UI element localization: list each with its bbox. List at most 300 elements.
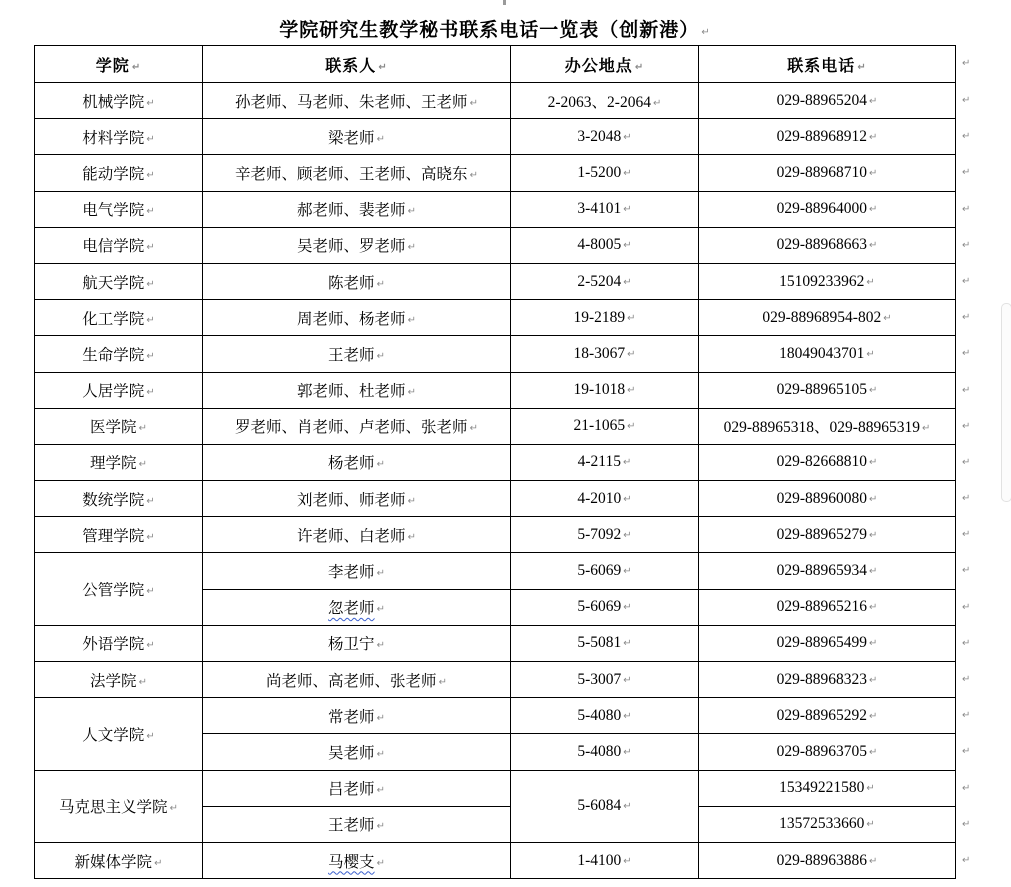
table-row xyxy=(35,83,956,119)
cell-text: 马樱支 xyxy=(328,853,375,871)
table-cell xyxy=(699,300,956,336)
table-cell xyxy=(203,481,511,517)
table-cell xyxy=(699,481,956,517)
paragraph-mark-icon: ↵ xyxy=(869,638,878,650)
row-end-mark xyxy=(962,227,976,263)
cell-text: 029-88963705 xyxy=(776,742,868,760)
table-cell xyxy=(35,444,203,480)
table-cell xyxy=(203,155,511,191)
paragraph-mark-icon: ↵ xyxy=(869,131,878,143)
table-row xyxy=(35,842,956,878)
table-cell xyxy=(203,191,511,227)
cell-text: 电气学院 xyxy=(82,202,145,220)
table-cell xyxy=(511,83,699,119)
cell-text: 029-88960080 xyxy=(776,489,868,507)
paragraph-mark-icon: ↵ xyxy=(869,529,878,541)
row-end-mark xyxy=(962,589,976,625)
table-cell xyxy=(203,119,511,155)
cell-text: 人居学院 xyxy=(82,383,145,401)
table-cell xyxy=(203,227,511,263)
paragraph-mark-icon: ↵ xyxy=(627,421,636,433)
paragraph-mark-icon: ↵ xyxy=(146,640,155,652)
table-cell xyxy=(35,336,203,372)
cell-text: 航天学院 xyxy=(82,274,145,292)
table-cell xyxy=(511,336,699,372)
cell-text: 5-7092 xyxy=(577,525,622,543)
paragraph-mark-icon: ↵ xyxy=(376,785,385,797)
cell-text: 杨老师 xyxy=(328,455,375,473)
paragraph-mark-icon: ↵ xyxy=(407,314,416,326)
cell-text: 许老师、白老师 xyxy=(297,527,406,545)
cell-text: 029-88965499 xyxy=(776,634,868,652)
cell-text: 吴老师、罗老师 xyxy=(297,238,406,256)
table-cell xyxy=(511,698,699,734)
row-end-mark xyxy=(962,408,976,444)
cell-text: 029-88965292 xyxy=(776,706,868,724)
table-cell xyxy=(203,662,511,698)
cutoff-paragraph-mark xyxy=(503,0,506,5)
table-header-row xyxy=(35,46,956,83)
table-cell xyxy=(511,300,699,336)
cell-text: 029-88965934 xyxy=(776,562,868,580)
cell-text: 杨卫宁 xyxy=(328,636,375,654)
table-row xyxy=(35,625,956,661)
cell-text: 刘老师、师老师 xyxy=(297,491,406,509)
paragraph-mark-icon: ↵ xyxy=(438,676,447,688)
row-end-mark-icon: ↵ xyxy=(962,420,971,432)
paragraph-mark-icon: ↵ xyxy=(376,640,385,652)
cell-text: 029-88968323 xyxy=(776,670,868,688)
cell-text: 029-88965204 xyxy=(776,91,868,109)
cell-text: 辛老师、顾老师、王老师、高晓东 xyxy=(235,165,468,183)
cell-text: 人文学院 xyxy=(82,726,145,744)
table-cell xyxy=(35,263,203,299)
paragraph-mark-icon: ↵ xyxy=(652,97,662,109)
row-end-mark-icon: ↵ xyxy=(962,528,971,540)
cell-text: 029-88965318、029-88965319 xyxy=(723,419,920,437)
row-end-mark-icon: ↵ xyxy=(962,637,971,649)
table-cell xyxy=(203,806,511,842)
paragraph-mark-icon: ↵ xyxy=(627,312,636,324)
cell-text: 13572533660 xyxy=(779,815,865,833)
row-end-mark xyxy=(962,697,976,733)
table-cell xyxy=(699,155,956,191)
cell-text: 5-6069 xyxy=(577,598,622,616)
cell-text: 忽老师 xyxy=(328,600,375,618)
paragraph-mark-icon: ↵ xyxy=(131,61,142,73)
row-end-mark xyxy=(962,733,976,769)
cell-text: 李老师 xyxy=(328,564,375,582)
cell-text: 029-88968912 xyxy=(776,127,868,145)
table-cell xyxy=(203,842,511,878)
cell-text: 郝老师、裴老师 xyxy=(297,202,406,220)
paragraph-mark-icon: ↵ xyxy=(857,61,867,73)
table-cell xyxy=(699,662,956,698)
table-cell xyxy=(35,517,203,553)
table-body xyxy=(35,83,956,879)
row-end-mark-icon: ↵ xyxy=(962,673,971,685)
cell-text: 机械学院 xyxy=(82,93,145,111)
paragraph-mark-icon: ↵ xyxy=(623,529,632,541)
row-end-mark xyxy=(962,372,976,408)
cell-text: 化工学院 xyxy=(82,310,145,328)
paragraph-mark-icon: ↵ xyxy=(627,348,636,360)
row-end-mark xyxy=(962,661,976,697)
cell-text: 4-8005 xyxy=(577,236,622,254)
paragraph-mark-icon: ↵ xyxy=(883,312,892,324)
table-cell xyxy=(203,372,511,408)
header-label: 学院 xyxy=(95,57,130,75)
table-row xyxy=(35,553,956,589)
table-cell xyxy=(35,770,203,842)
column-header xyxy=(35,46,203,83)
header-label: 联系人 xyxy=(325,57,377,75)
row-end-mark-icon: ↵ xyxy=(962,854,971,866)
cell-text: 029-88964000 xyxy=(776,200,868,218)
paragraph-mark-icon: ↵ xyxy=(407,206,416,218)
table-cell xyxy=(35,300,203,336)
paragraph-mark-icon: ↵ xyxy=(146,278,155,290)
row-end-mark-icon: ↵ xyxy=(962,709,971,721)
table-cell xyxy=(511,517,699,553)
paragraph-mark-icon: ↵ xyxy=(469,423,478,435)
paragraph-mark-icon: ↵ xyxy=(146,730,155,742)
paragraph-mark-icon: ↵ xyxy=(869,167,878,179)
column-header xyxy=(203,46,511,83)
table-cell xyxy=(203,263,511,299)
paragraph-mark-icon: ↵ xyxy=(623,638,632,650)
table-row xyxy=(35,191,956,227)
table-cell xyxy=(699,698,956,734)
table-cell xyxy=(511,408,699,444)
row-end-mark-icon: ↵ xyxy=(962,166,971,178)
cell-text: 公管学院 xyxy=(82,582,145,600)
cell-text: 5-4080 xyxy=(577,706,622,724)
table-cell xyxy=(203,698,511,734)
table-cell xyxy=(511,589,699,625)
table-cell xyxy=(511,481,699,517)
cell-text: 5-6084 xyxy=(577,797,622,815)
table-cell xyxy=(699,589,956,625)
paragraph-mark-icon: ↵ xyxy=(623,710,632,722)
cell-text: 029-88965279 xyxy=(776,525,868,543)
paragraph-mark-icon: ↵ xyxy=(866,783,875,795)
cell-text: 5-5081 xyxy=(577,634,622,652)
paragraph-mark-icon: ↵ xyxy=(623,674,632,686)
cell-text: 4-2115 xyxy=(577,453,621,471)
scrollbar-thumb[interactable] xyxy=(1001,303,1011,502)
table-cell xyxy=(203,553,511,589)
paragraph-mark-icon: ↵ xyxy=(376,459,385,471)
cell-text: 21-1065 xyxy=(573,417,626,435)
header-label: 联系电话 xyxy=(787,57,856,75)
table-row xyxy=(35,263,956,299)
table-cell xyxy=(511,842,699,878)
row-end-mark xyxy=(962,82,976,118)
row-end-mark-icon: ↵ xyxy=(962,239,971,251)
cell-text: 029-88968954-802 xyxy=(762,308,882,326)
table-row xyxy=(35,336,956,372)
paragraph-mark-icon: ↵ xyxy=(407,531,416,543)
row-end-mark-icon: ↵ xyxy=(962,130,971,142)
table-row xyxy=(35,698,956,734)
row-end-mark xyxy=(962,625,976,661)
paragraph-mark-icon: ↵ xyxy=(146,387,155,399)
table-cell xyxy=(699,517,956,553)
table-cell xyxy=(203,589,511,625)
table-cell xyxy=(35,553,203,625)
cell-text: 5-6069 xyxy=(577,562,622,580)
table-row xyxy=(35,770,956,806)
cell-text: 19-2189 xyxy=(573,308,626,326)
paragraph-mark-icon: ↵ xyxy=(154,857,163,869)
cell-text: 电信学院 xyxy=(82,238,145,256)
paragraph-mark-icon: ↵ xyxy=(623,204,632,216)
table-cell xyxy=(511,227,699,263)
cell-text: 外语学院 xyxy=(82,636,145,654)
cell-text: 孙老师、马老师、朱老师、王老师 xyxy=(235,93,468,111)
paragraph-mark-icon: ↵ xyxy=(701,27,710,38)
row-end-mark-icon: ↵ xyxy=(962,564,971,576)
table-cell xyxy=(699,806,956,842)
paragraph-mark-icon: ↵ xyxy=(469,169,478,181)
table-cell xyxy=(35,372,203,408)
paragraph-mark-icon: ↵ xyxy=(623,602,632,614)
paragraph-mark-icon: ↵ xyxy=(138,676,147,688)
paragraph-mark-icon: ↵ xyxy=(376,133,385,145)
table-cell xyxy=(511,372,699,408)
row-end-mark xyxy=(962,552,976,588)
paragraph-mark-icon: ↵ xyxy=(407,495,416,507)
paragraph-mark-icon: ↵ xyxy=(146,531,155,543)
row-end-mark-icon: ↵ xyxy=(962,311,971,323)
table-cell xyxy=(203,734,511,770)
paragraph-mark-icon: ↵ xyxy=(146,133,155,145)
paragraph-mark-icon: ↵ xyxy=(146,242,155,254)
row-end-mark xyxy=(962,444,976,480)
table-cell xyxy=(35,842,203,878)
cell-text: 1-5200 xyxy=(577,163,622,181)
paragraph-mark-icon: ↵ xyxy=(376,604,385,616)
paragraph-mark-icon: ↵ xyxy=(866,819,875,831)
cell-text: 新媒体学院 xyxy=(74,853,153,871)
row-end-mark xyxy=(962,842,976,878)
row-end-mark-icon: ↵ xyxy=(962,275,971,287)
table-cell xyxy=(35,191,203,227)
table-cell xyxy=(203,444,511,480)
paragraph-mark-icon: ↵ xyxy=(869,746,878,758)
table-cell xyxy=(699,842,956,878)
paragraph-mark-icon: ↵ xyxy=(146,495,155,507)
paragraph-mark-icon: ↵ xyxy=(376,821,385,833)
paragraph-mark-icon: ↵ xyxy=(623,801,632,813)
table-cell xyxy=(35,662,203,698)
row-end-mark xyxy=(962,335,976,371)
paragraph-mark-icon: ↵ xyxy=(869,855,878,867)
table-cell xyxy=(203,83,511,119)
paragraph-mark-icon: ↵ xyxy=(376,350,385,362)
row-end-mark-icon: ↵ xyxy=(962,203,971,215)
table-row xyxy=(35,155,956,191)
cell-text: 19-1018 xyxy=(573,381,626,399)
paragraph-mark-icon: ↵ xyxy=(623,167,632,179)
paragraph-mark-icon: ↵ xyxy=(869,95,878,107)
row-end-mark xyxy=(962,191,976,227)
table-cell xyxy=(699,119,956,155)
cell-text: 吴老师 xyxy=(328,744,375,762)
paragraph-mark-icon: ↵ xyxy=(407,387,416,399)
cell-text: 梁老师 xyxy=(328,129,375,147)
cell-text: 尚老师、高老师、张老师 xyxy=(266,672,437,690)
paragraph-mark-icon: ↵ xyxy=(627,385,636,397)
cell-text: 3-4101 xyxy=(577,200,622,218)
cell-text: 医学院 xyxy=(90,419,137,437)
paragraph-mark-icon: ↵ xyxy=(623,746,632,758)
table-cell xyxy=(35,227,203,263)
paragraph-mark-icon: ↵ xyxy=(138,459,147,471)
table-cell xyxy=(699,263,956,299)
cell-text: 029-88968663 xyxy=(776,236,868,254)
table-cell xyxy=(511,155,699,191)
paragraph-mark-icon: ↵ xyxy=(869,240,878,252)
row-end-mark-icon: ↵ xyxy=(962,782,971,794)
table-row xyxy=(35,227,956,263)
table-cell xyxy=(699,83,956,119)
row-end-mark xyxy=(962,154,976,190)
paragraph-mark-icon: ↵ xyxy=(146,97,155,109)
paragraph-mark-icon: ↵ xyxy=(869,602,878,614)
row-end-mark-icon: ↵ xyxy=(962,492,971,504)
paragraph-mark-icon: ↵ xyxy=(138,423,147,435)
table-cell xyxy=(35,481,203,517)
paragraph-mark-icon: ↵ xyxy=(623,131,632,143)
paragraph-mark-icon: ↵ xyxy=(869,674,878,686)
row-end-mark-icon: ↵ xyxy=(962,58,971,69)
paragraph-mark-icon: ↵ xyxy=(376,278,385,290)
table-cell xyxy=(511,191,699,227)
cell-text: 5-3007 xyxy=(577,670,622,688)
paragraph-mark-icon: ↵ xyxy=(866,276,875,288)
table-cell xyxy=(203,770,511,806)
paragraph-mark-icon: ↵ xyxy=(921,423,931,435)
cell-text: 4-2010 xyxy=(577,489,622,507)
cell-text: 管理学院 xyxy=(82,527,145,545)
table-row xyxy=(35,372,956,408)
row-end-mark xyxy=(962,516,976,552)
table-row xyxy=(35,119,956,155)
table-cell xyxy=(511,734,699,770)
table-cell xyxy=(699,191,956,227)
table-cell xyxy=(511,625,699,661)
paragraph-mark-icon: ↵ xyxy=(376,568,385,580)
paragraph-mark-icon: ↵ xyxy=(376,857,385,869)
paragraph-mark-icon: ↵ xyxy=(869,457,878,469)
table-header-row xyxy=(35,46,956,83)
paragraph-mark-icon: ↵ xyxy=(623,855,632,867)
paragraph-mark-icon: ↵ xyxy=(623,240,632,252)
paragraph-mark-icon: ↵ xyxy=(376,712,385,724)
paragraph-mark-icon: ↵ xyxy=(146,350,155,362)
cell-text: 材料学院 xyxy=(82,129,145,147)
cell-text: 马克思主义学院 xyxy=(59,799,168,817)
paragraph-mark-icon: ↵ xyxy=(146,169,155,181)
table-row xyxy=(35,444,956,480)
cell-text: 2-2063、2-2064 xyxy=(547,93,651,111)
paragraph-mark-icon: ↵ xyxy=(146,586,155,598)
row-end-mark xyxy=(962,770,976,806)
paragraph-mark-icon: ↵ xyxy=(622,457,632,469)
table-row xyxy=(35,408,956,444)
table-cell xyxy=(35,119,203,155)
paragraph-mark-icon: ↵ xyxy=(623,276,632,288)
row-end-mark xyxy=(962,806,976,842)
cell-text: 029-88965216 xyxy=(776,598,868,616)
header-label: 办公地点 xyxy=(564,57,633,75)
cell-text: 王老师 xyxy=(328,817,375,835)
paragraph-mark-icon: ↵ xyxy=(407,242,416,254)
table-cell xyxy=(511,770,699,842)
table-cell xyxy=(35,155,203,191)
paragraph-mark-icon: ↵ xyxy=(169,803,178,815)
paragraph-mark-icon: ↵ xyxy=(146,314,155,326)
table-row xyxy=(35,517,956,553)
row-end-mark-icon: ↵ xyxy=(962,818,971,830)
cell-text: 15349221580 xyxy=(779,779,865,797)
table-cell xyxy=(35,698,203,770)
cell-text: 常老师 xyxy=(328,708,375,726)
table-cell xyxy=(203,336,511,372)
table-cell xyxy=(699,336,956,372)
row-end-mark xyxy=(962,118,976,154)
table-row xyxy=(35,662,956,698)
paragraph-mark-icon: ↵ xyxy=(634,61,645,73)
cell-text: 18-3067 xyxy=(573,344,626,362)
row-end-mark-icon: ↵ xyxy=(962,745,971,757)
document-title-line xyxy=(34,15,955,42)
cell-text: 数统学院 xyxy=(82,491,145,509)
cell-text: 18049043701 xyxy=(779,344,865,362)
paragraph-mark-icon: ↵ xyxy=(869,204,878,216)
table-cell xyxy=(511,263,699,299)
paragraph-mark-icon: ↵ xyxy=(623,566,632,578)
paragraph-mark-icon: ↵ xyxy=(378,61,388,73)
cell-text: 15109233962 xyxy=(779,272,865,290)
table-cell xyxy=(511,444,699,480)
cell-text: 吕老师 xyxy=(328,781,375,799)
row-end-mark xyxy=(962,480,976,516)
cell-text: 法学院 xyxy=(90,672,137,690)
paragraph-mark-icon: ↵ xyxy=(469,97,478,109)
table-cell xyxy=(699,625,956,661)
cell-text: 陈老师 xyxy=(328,274,375,292)
row-end-mark xyxy=(962,299,976,335)
row-end-marks xyxy=(962,45,976,879)
cell-text: 2-5204 xyxy=(577,272,622,290)
cell-text: 理学院 xyxy=(90,455,137,473)
table-cell xyxy=(699,372,956,408)
cell-text: 王老师 xyxy=(328,346,375,364)
cell-text: 029-88968710 xyxy=(776,163,868,181)
row-end-mark-icon: ↵ xyxy=(962,456,971,468)
table-cell xyxy=(699,227,956,263)
table-cell xyxy=(35,625,203,661)
table-row xyxy=(35,481,956,517)
row-end-mark-icon: ↵ xyxy=(962,347,971,359)
cell-text: 029-82668810 xyxy=(776,453,868,471)
cell-text: 罗老师、肖老师、卢老师、张老师 xyxy=(235,419,468,437)
table-cell xyxy=(203,517,511,553)
row-end-mark-icon: ↵ xyxy=(962,94,971,106)
